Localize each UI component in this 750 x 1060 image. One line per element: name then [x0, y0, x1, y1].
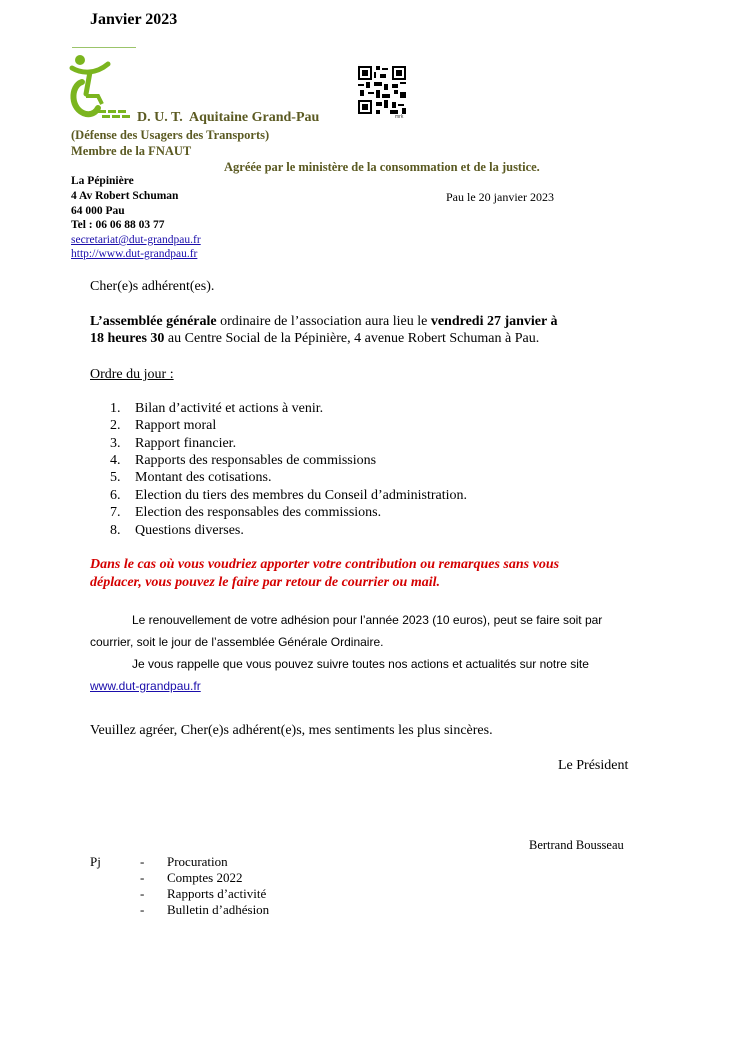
agenda-item-number: 4.	[110, 453, 121, 468]
address-line-2: 4 Av Robert Schuman	[71, 190, 179, 202]
agreement-line: Agréée par le ministère de la consommation et de la justice.	[224, 160, 540, 174]
agenda-item-number: 3.	[110, 436, 121, 451]
attachment-text: Procuration	[167, 854, 228, 869]
agenda-item-text: Election du tiers des membres du Conseil d’administration.	[135, 488, 468, 503]
agenda-title: Ordre du jour :	[90, 367, 174, 382]
document-date-header: Janvier 2023	[90, 11, 178, 28]
agenda-item	[110, 523, 244, 539]
org-subtitle: (Défense des Usagers des Transports)	[71, 128, 270, 142]
agenda-item	[110, 470, 272, 486]
attachment-bullet: -	[140, 886, 145, 901]
attachment-item	[140, 886, 266, 902]
agenda-item-number: 1.	[110, 401, 121, 416]
qr-code-icon	[358, 66, 406, 114]
agenda-item	[110, 418, 216, 434]
signature-name: Bertrand Bousseau	[529, 838, 624, 852]
qr-caption: mrk	[395, 114, 404, 120]
agenda-item-number: 2.	[110, 418, 121, 433]
agenda-item-text: Rapport moral	[135, 418, 217, 433]
place-date: Pau le 20 janvier 2023	[446, 190, 554, 204]
meeting-text-1: ordinaire de l’association aura lieu le	[216, 314, 431, 329]
attachments-label: Pj	[90, 854, 101, 869]
agenda-item-text: Bilan d’activité et actions à venir.	[135, 401, 324, 416]
agenda-item-text: Rapport financier.	[135, 436, 237, 451]
address-line-1: La Pépinière	[71, 175, 134, 187]
greeting: Cher(e)s adhérent(es).	[90, 279, 215, 294]
agenda-item-text: Montant des cotisations.	[135, 470, 272, 485]
site-link[interactable]: www.dut-grandpau.fr	[90, 679, 201, 693]
meeting-bold-date: vendredi 27 janvier à	[430, 314, 558, 329]
agenda-item-number: 5.	[110, 470, 121, 485]
closing-salutation: Veuillez agréer, Cher(e)s adhérent(e)s, mes sentiments les plus sincères.	[90, 723, 493, 738]
address-line-3: 64 000 Pau	[71, 205, 125, 217]
org-membership: Membre de la FNAUT	[71, 144, 192, 158]
attachment-text: Bulletin d’adhésion	[167, 902, 270, 917]
agenda-item-number: 8.	[110, 523, 121, 538]
attachment-bullet: -	[140, 854, 145, 869]
agenda-item-number: 7.	[110, 505, 121, 520]
meeting-text-2: au Centre Social de la Pépinière, 4 avenue Robert Schuman à Pau.	[164, 331, 540, 346]
agenda-item	[110, 505, 381, 521]
reminder-text: Je vous rappelle que vous pouvez suivre toutes nos actions et actualités sur notre site	[132, 657, 589, 671]
attachment-bullet: -	[140, 902, 145, 917]
agenda-item	[110, 436, 236, 452]
agenda-item-number: 6.	[110, 488, 121, 503]
website-link[interactable]: http://www.dut-grandpau.fr	[71, 248, 198, 260]
signature-title: Le Président	[558, 758, 629, 773]
attachment-item	[140, 854, 228, 870]
org-title: D. U. T. Aquitaine Grand-Pau	[137, 110, 320, 125]
attachment-bullet: -	[140, 870, 145, 885]
contribution-notice-line-1: Dans le cas où vous voudriez apporter votre contribution ou remarques sans vous	[90, 557, 560, 572]
agenda-item-text: Questions diverses.	[135, 523, 244, 538]
attachment-text: Comptes 2022	[167, 870, 243, 885]
attachment-item	[140, 902, 269, 918]
address-phone: Tel : 06 06 88 03 77	[71, 219, 165, 231]
agenda-item	[110, 488, 467, 504]
agenda-item-text: Rapports des responsables de commissions	[135, 453, 377, 468]
agenda-item	[110, 401, 323, 417]
meeting-bold-assembly: L’assemblée générale	[90, 314, 217, 329]
agenda-item-text: Election des responsables des commissions.	[135, 505, 382, 520]
logo-rule	[72, 47, 136, 48]
renewal-text-line-2: courrier, soit le jour de l’assemblée Générale Ordinaire.	[90, 635, 384, 649]
contribution-notice-line-2: déplacer, vous pouvez le faire par retour de courrier ou mail.	[90, 575, 440, 590]
email-link[interactable]: secretariat@dut-grandpau.fr	[71, 234, 201, 246]
meeting-bold-time: 18 heures 30	[90, 331, 165, 346]
meeting-announcement-line-2	[90, 331, 650, 347]
dut-logo	[68, 52, 136, 124]
meeting-announcement	[90, 314, 620, 330]
attachment-item	[140, 870, 242, 886]
attachment-text: Rapports d’activité	[167, 886, 267, 901]
agenda-item	[110, 453, 376, 469]
renewal-text-line-1: Le renouvellement de votre adhésion pour l’année 2023 (10 euros), peut se faire soit par	[132, 613, 603, 627]
